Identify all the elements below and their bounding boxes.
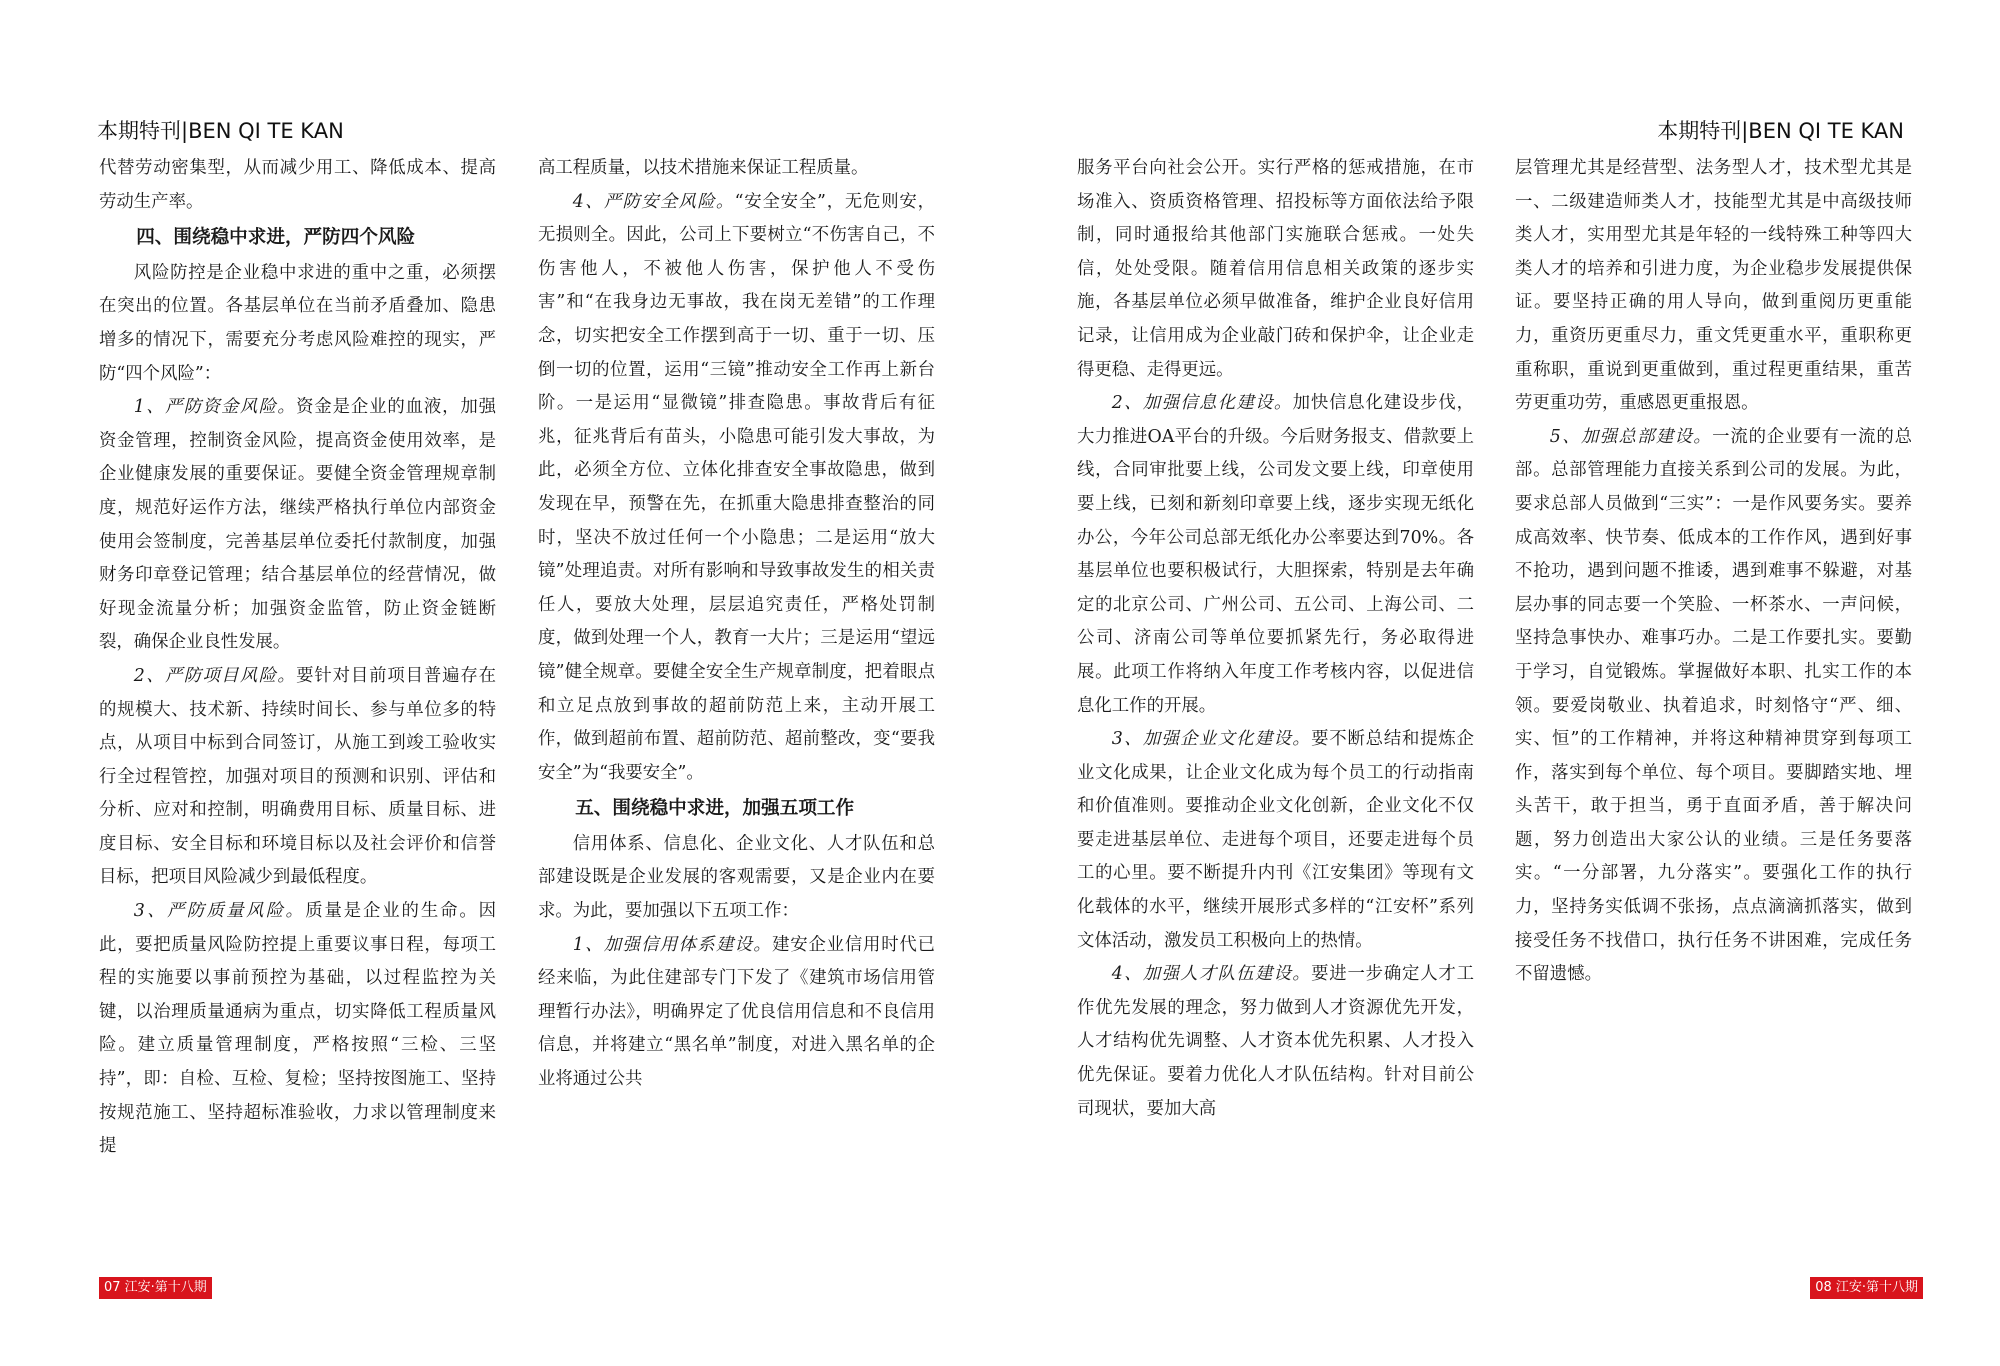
paragraph: 信用体系、信息化、企业文化、人才队伍和总部建设既是企业发展的客观需要，又是企业内在要求。为此，要加强以下五项工作： (538, 833, 935, 922)
paragraph-lead: 1、严防资金风险。 (133, 397, 297, 418)
page-number-tag-right: 08 江安·第十八期 (1810, 1277, 1923, 1299)
paragraph-lead: 3、严防质量风险。 (133, 901, 306, 922)
page-number-tag-left: 07 江安·第十八期 (99, 1277, 212, 1299)
text-column-3 (1077, 152, 1474, 1126)
paragraph-body: 要不断总结和提炼企业文化成果，让企业文化成为每个员工的行动指南和价值准则。要推动企业文化创新，企业文化不仅要走进基层单位、走进每个项目，还要走进每个员工的心里。要不断提升内刊《江安集团》等现有文化载体的水平，继续开展形式多样的“江安杯”系列文体活动，激发员工积极向上的热情。 (1077, 729, 1474, 951)
paragraph-lead: 1、加强信用体系建设。 (572, 934, 773, 955)
paragraph (99, 895, 496, 1164)
paragraph-lead: 2、严防项目风险。 (133, 665, 297, 686)
paragraph-body: 建安企业信用时代已经来临，为此住建部专门下发了《建筑市场信用管理暂行办法》，明确界定了优良信用信息和不良信用信息，并将建立“黑名单”制度，对进入黑名单的企业将通过公共 (538, 934, 935, 1090)
paragraph: 代替劳动密集型，从而减少用工、降低成本、提高劳动生产率。 (99, 158, 496, 212)
paragraph (538, 929, 935, 1097)
paragraph-lead: 4、加强人才队伍建设。 (1111, 964, 1312, 985)
paragraph: 风险防控是企业稳中求进的重中之重，必须摆在突出的位置。各基层单位在当前矛盾叠加、隐患增多的情况下，需要充分考虑风险难控的现实，严防“四个风险”： (99, 262, 496, 384)
paragraph (99, 660, 496, 895)
paragraph-lead: 5、加强总部建设。 (1549, 426, 1713, 447)
page-header-left: 本期特刊|BEN QI TE KAN (97, 119, 344, 143)
paragraph-body: 加快信息化建设步伐，大力推进OA平台的升级。今后财务报支、借款要上线，合同审批要上线，公司发文要上线，印章使用要上线，已刻和新刻印章要上线，逐步实现无纸化办公，今年公司总部无纸化办公率要达到70%。各基层单位也要积极试行，大胆探索，特别是去年确定的北京公司、广州公司、五公司、上海公司、二公司、济南公司等单位要抓紧先行，务必取得进展。此项工作将纳入年度工作考核内容，以促进信息化工作的开展。 (1077, 393, 1474, 716)
paragraph (538, 186, 935, 791)
paragraph-body: 要进一步确定人才工作优先发展的理念，努力做到人才资源优先开发，人才结构优先调整、人才资本优先积累、人才投入优先保证。要着力优化人才队伍结构。针对目前公司现状，要加大高 (1077, 964, 1474, 1119)
paragraph-body: 质量是企业的生命。因此，要把质量风险防控提上重要议事日程，每项工程的实施要以事前预控为基础，以过程监控为关键，以治理质量通病为重点，切实降低工程质量风险。建立质量管理制度，严格按照“三检、三坚持”，即：自检、互检、复检；坚持按图施工、坚持按规范施工、坚持超标准验收，力求以管理制度来提 (99, 901, 496, 1157)
paragraph: 服务平台向社会公开。实行严格的惩戒措施，在市场准入、资质资格管理、招投标等方面依法给予限制，同时通报给其他部门实施联合惩戒。一处失信，处处受限。随着信用信息相关政策的逐步实施，各基层单位必须早做准备，维护企业良好信用记录，让信用成为企业敲门砖和保护伞，让企业走得更稳、走得更远。 (1077, 158, 1474, 380)
paragraph-body: “安全安全”，无危则安，无损则全。因此，公司上下要树立“不伤害自己，不伤害他人，不被他人伤害，保护他人不受伤害”和“在我身边无事故，我在岗无差错”的工作理念，切实把安全工作摆到高于一切、重于一切、压倒一切的位置，运用“三镜”推动安全工作再上新台阶。一是运用“显微镜”排查隐患。事故背后有征兆，征兆背后有苗头，小隐患可能引发大事故，为此，必须全方位、立体化排查安全事故隐患，做到发现在早，预警在先，在抓重大隐患排查整治的同时，坚决不放过任何一个小隐患；二是运用“放大镜”处理追责。对所有影响和导致事故发生的相关责任人，要放大处理，层层追究责任，严格处罚制度，做到处理一个人，教育一大片；三是运用“望远镜”健全规章。要健全安全生产规章制度，把着眼点和立足点放到事故的超前防范上来，主动开展工作，做到超前布置、超前防范、超前整改，变“要我安全”为“我要安全”。 (538, 191, 935, 783)
section-heading-4: 四、围绕稳中求进，严防四个风险 (136, 227, 416, 249)
paragraph (1077, 723, 1474, 958)
paragraph (1077, 958, 1474, 1126)
paragraph-lead: 2、加强信息化建设。 (1111, 393, 1293, 414)
paragraph (1515, 421, 1912, 992)
paragraph-body: 要针对目前项目普遍存在的规模大、技术新、持续时间长、参与单位多的特点，从项目中标到合同签订，从施工到竣工验收实行全过程管控，加强对项目的预测和识别、评估和分析、应对和控制，明确费用目标、质量目标、进度目标、安全目标和环境目标以及社会评价和信誉目标，把项目风险减少到最低程度。 (99, 665, 496, 888)
paragraph-lead: 4、严防安全风险。 (572, 191, 735, 212)
text-column-2 (538, 152, 935, 1097)
section-heading-5: 五、围绕稳中求进，加强五项工作 (575, 798, 855, 820)
paragraph-body: 资金是企业的血液，加强资金管理，控制资金风险，提高资金使用效率，是企业健康发展的重要保证。要健全资金管理规章制度，规范好运作方法，继续严格执行单位内部资金使用会签制度，完善基层单位委托付款制度，加强财务印章登记管理；结合基层单位的经营情况，做好现金流量分析；加强资金监管，防止资金链断裂，确保企业良性发展。 (99, 397, 496, 653)
paragraph-body: 一流的企业要有一流的总部。总部管理能力直接关系到公司的发展。为此，要求总部人员做到“三实”：一是作风要务实。要养成高效率、快节奏、低成本的工作作风，遇到好事不抢功，遇到问题不推诿，遇到难事不躲避，对基层办事的同志要一个笑脸、一杯茶水、一声问候，坚持急事快办、难事巧办。二是工作要扎实。要勤于学习，自觉锻炼。掌握做好本职、扎实工作的本领。要爱岗敬业、执着追求，时刻恪守“严、细、实、恒”的工作精神，并将这种精神贯穿到每项工作，落实到每个单位、每个项目。要脚踏实地、埋头苦干，敢于担当，勇于直面矛盾，善于解决问题，努力创造出大家公认的业绩。三是任务要落实。“一分部署，九分落实”。要强化工作的执行力，坚持务实低调不张扬，点点滴滴抓落实，做到接受任务不找借口，执行任务不讲困难，完成任务不留遗憾。 (1515, 426, 1912, 985)
page-header-right: 本期特刊|BEN QI TE KAN (1657, 119, 1904, 143)
text-column-4 (1515, 152, 1912, 992)
paragraph (99, 391, 496, 660)
paragraph (1077, 387, 1474, 723)
text-column-1 (99, 152, 496, 1164)
paragraph: 高工程质量，以技术措施来保证工程质量。 (538, 158, 869, 178)
paragraph-lead: 3、加强企业文化建设。 (1111, 729, 1312, 750)
paragraph: 层管理尤其是经营型、法务型人才，技术型尤其是一、二级建造师类人才，技能型尤其是中高级技师类人才，实用型尤其是年轻的一线特殊工种等四大类人才的培养和引进力度，为企业稳步发展提供保证。要坚持正确的用人导向，做到重阅历更重能力，重资历更重尽力，重文凭更重水平，重职称更重称职，重说到更重做到，重过程更重结果，重苦劳更重功劳，重感恩更重报恩。 (1515, 158, 1912, 414)
